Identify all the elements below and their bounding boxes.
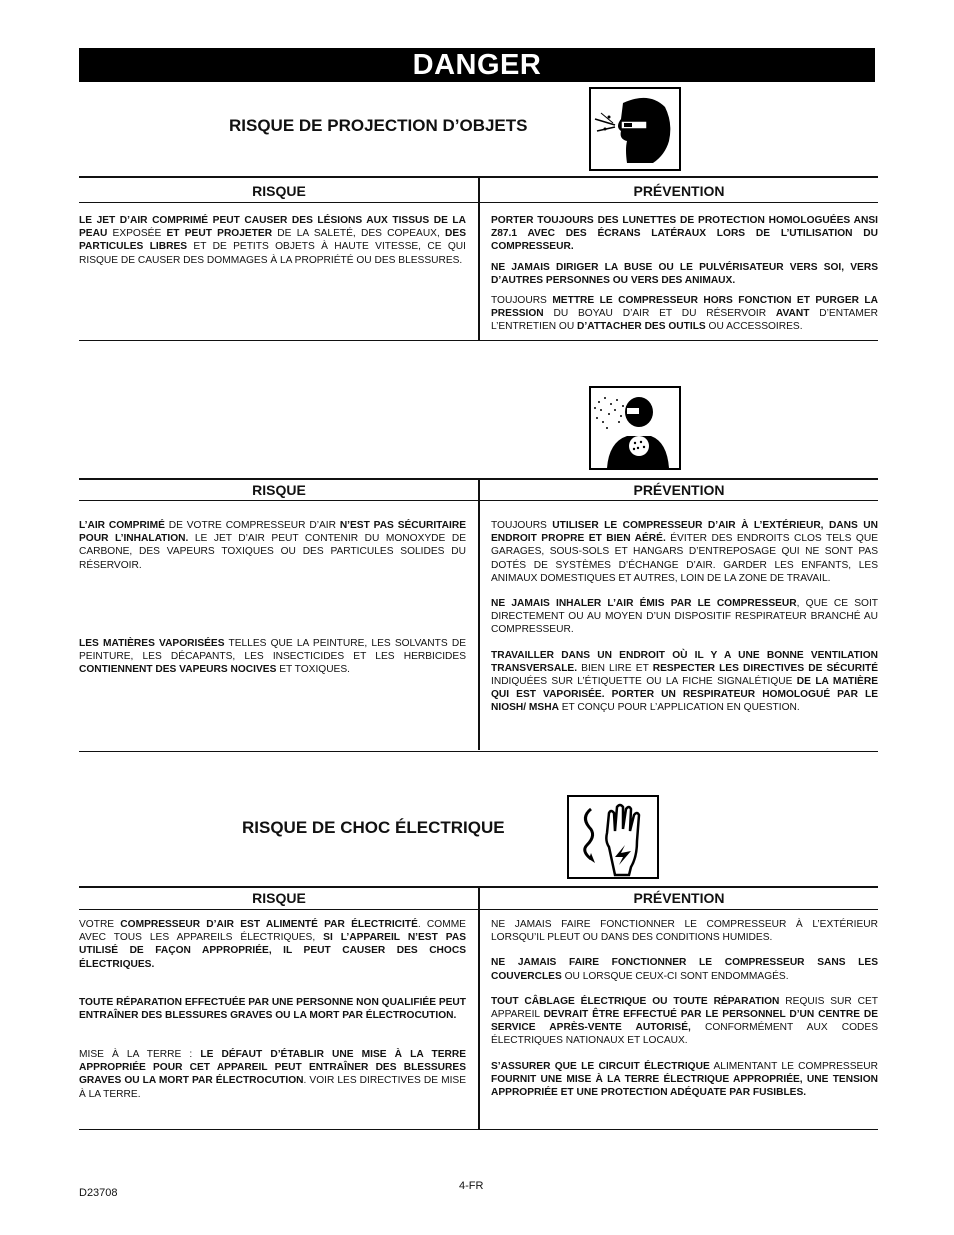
table1-risk-header: RISQUE xyxy=(252,183,306,199)
table3-prevention-text: NE JAMAIS FAIRE FONCTIONNER LE COMPRESSEUR À L’EXTÉRIEUR LORSQU’IL PLEUT OU DANS DES CONDITIONS HUMIDES. NE JAMAIS FAIRE FONCTIONNER LE COMPRESSEUR SANS LES COUVERCLES OU LORSQUE CEUX-CI SONT ENDOMMAGÉS. TOUT CÂBLAGE ÉLECTRIQUE OU TOUTE RÉPARATION REQUIS SUR CET APPAREIL DEVRAIT ÊTRE EFFECTUÉ PAR LE PERSONNEL D’UN CENTRE DE SERVICE APRÈS-VENTE AUTORISÉ, CONFORMÉMENT AUX CODES ÉLECTRIQUES NATIONAUX ET LOCAUX. S’ASSURER QUE LE CIRCUIT ÉLECTRIQUE ALIMENTANT LE COMPRESSEUR FOURNIT UNE MISE À LA TERRE ÉLECTRIQUE APPROPRIÉE, UNE TENSION APPROPRIÉE ET UNE PROTECTION ADÉQUATE PAR FUSIBLES. xyxy=(491,919,879,1099)
table3-risk-header: RISQUE xyxy=(252,890,306,906)
table3-risk-text-1: VOTRE COMPRESSEUR D’AIR EST ALIMENTÉ PAR ÉLECTRICITÉ. COMME AVEC TOUS LES APPAREILS ÉLECTRIQUES, SI L’APPAREIL N’EST PAS UTILISÉ DE FAÇON APPROPRIÉE, IL PEUT CAUSER DES CHOCS ÉLECTRIQUES. xyxy=(79,919,466,970)
table1-risk-text: LE JET D’AIR COMPRIMÉ PEUT CAUSER DES LÉSIONS AUX TISSUS DE LA PEAU EXPOSÉE ET PEUT PROJETER DE LA SALETÉ, DES COPEAUX, DES PARTICULES LIBRES ET DE PETITS OBJETS À HAUTE VITESSE, CE QUI RISQUE DE CAUSER DES DOMMAGES À LA PROPRIÉTÉ OU DES BLESSURES. xyxy=(79,215,466,266)
page-number: 4-FR xyxy=(459,1180,484,1192)
table3-risk-text-2: TOUTE RÉPARATION EFFECTUÉE PAR UNE PERSONNE NON QUALIFIÉE PEUT ENTRAÎNER DES BLESSURES GRAVES OU LA MORT PAR ÉLECTROCUTION. xyxy=(79,997,466,1022)
electric-shock-icon xyxy=(567,795,659,879)
danger-banner: DANGER xyxy=(79,48,875,82)
section-title-projection: RISQUE DE PROJECTION D’OBJETS xyxy=(229,116,528,135)
section-title-electric-shock: RISQUE DE CHOC ÉLECTRIQUE xyxy=(242,818,505,837)
table2-prevention-header: PRÉVENTION xyxy=(633,482,725,498)
table2-bottom-border xyxy=(79,751,878,752)
eye-protection-icon xyxy=(589,87,681,171)
table2-risk-text-2: LES MATIÈRES VAPORISÉES TELLES QUE LA PEINTURE, LES SOLVANTS DE PEINTURE, LES DÉCAPANTS, LES INSECTICIDES ET LES HERBICIDES CONTIENNENT DES VAPEURS NOCIVES ET TOXIQUES. xyxy=(79,638,466,676)
table3-bottom-border xyxy=(79,1129,878,1130)
table2-prevention-text: TOUJOURS UTILISER LE COMPRESSEUR D’AIR À L’EXTÉRIEUR, DANS UN ENDROIT PROPRE ET BIEN AÉRÉ. ÉVITER DES ENDROITS CLOS TELS QUE GARAGES, SOUS-SOLS ET HANGARS D’ENTREPOSAGE QUI NE SONT PAS DOTÉS DE SYSTÈMES D’ÉCHANGE D’AIR. GARDER LES ENFANTS, LES ANIMAUX DOMESTIQUES ET AUTRES, LOIN DE LA ZONE DE TRAVAIL. NE JAMAIS INHALER L’AIR ÉMIS PAR LE COMPRESSEUR, QUE CE SOIT DIRECTEMENT OU AU MOYEN D’UN DISPOSITIF RESPIRATEUR BRANCHÉ AU COMPRESSEUR. TRAVAILLER DANS UN ENDROIT OÙ IL Y A UNE BONNE VENTILATION TRANSVERSALE. BIEN LIRE ET RESPECTER LES DIRECTIVES DE SÉCURITÉ INDIQUÉES SUR L’ÉTIQUETTE OU LA FICHE SIGNALÉTIQUE DE LA MATIÈRE QUI EST VAPORISÉE. PORTER UN RESPIRATEUR HOMOLOGUÉ PAR LE NIOSH/ MSHA ET CONÇU POUR L’APPLICATION EN QUESTION. xyxy=(491,520,879,714)
table3-column-divider xyxy=(478,886,480,1129)
document-number: D23708 xyxy=(79,1187,118,1199)
respiratory-hazard-icon xyxy=(589,386,681,470)
table1-prevention-header: PRÉVENTION xyxy=(633,183,725,199)
table3-risk-text-3: MISE À LA TERRE : LE DÉFAUT D’ÉTABLIR UNE MISE À LA TERRE APPROPRIÉE POUR CET APPAREIL PEUT ENTRAÎNER DES BLESSURES GRAVES OU LA MORT PAR ÉLECTROCUTION. VOIR LES DIRECTIVES DE MISE À LA TERRE. xyxy=(79,1049,467,1100)
table1-column-divider xyxy=(478,176,480,340)
table3-prevention-header: PRÉVENTION xyxy=(633,890,725,906)
table2-column-divider xyxy=(478,478,480,750)
table2-risk-header: RISQUE xyxy=(252,482,306,498)
table2-risk-text-1: L’AIR COMPRIMÉ DE VOTRE COMPRESSEUR D’AIR N’EST PAS SÉCURITAIRE POUR L’INHALATION. LE JET D’AIR PEUT CONTENIR DU MONOXYDE DE CARBONE, DES VAPEURS TOXIQUES OU DES PARTICULES SOLIDES DU RÉSERVOIR. xyxy=(79,520,466,571)
table1-prevention-text: PORTER TOUJOURS DES LUNETTES DE PROTECTION HOMOLOGUÉES ANSI Z87.1 AVEC DES ÉCRANS LATÉRAUX LORS DE L’UTILISATION DU COMPRESSEUR. NE JAMAIS DIRIGER LA BUSE OU LE PULVÉRISATEUR VERS SOI, VERS D’AUTRES PERSONNES OU VERS DES ANIMAUX. TOUJOURS METTRE LE COMPRESSEUR HORS FONCTION ET PURGER LA PRESSION DU BOYAU D’AIR ET DU RÉSERVOIR AVANT D’ENTAMER L’ENTRETIEN OU D’ATTACHER DES OUTILS OU ACCESSOIRES. xyxy=(491,215,878,333)
